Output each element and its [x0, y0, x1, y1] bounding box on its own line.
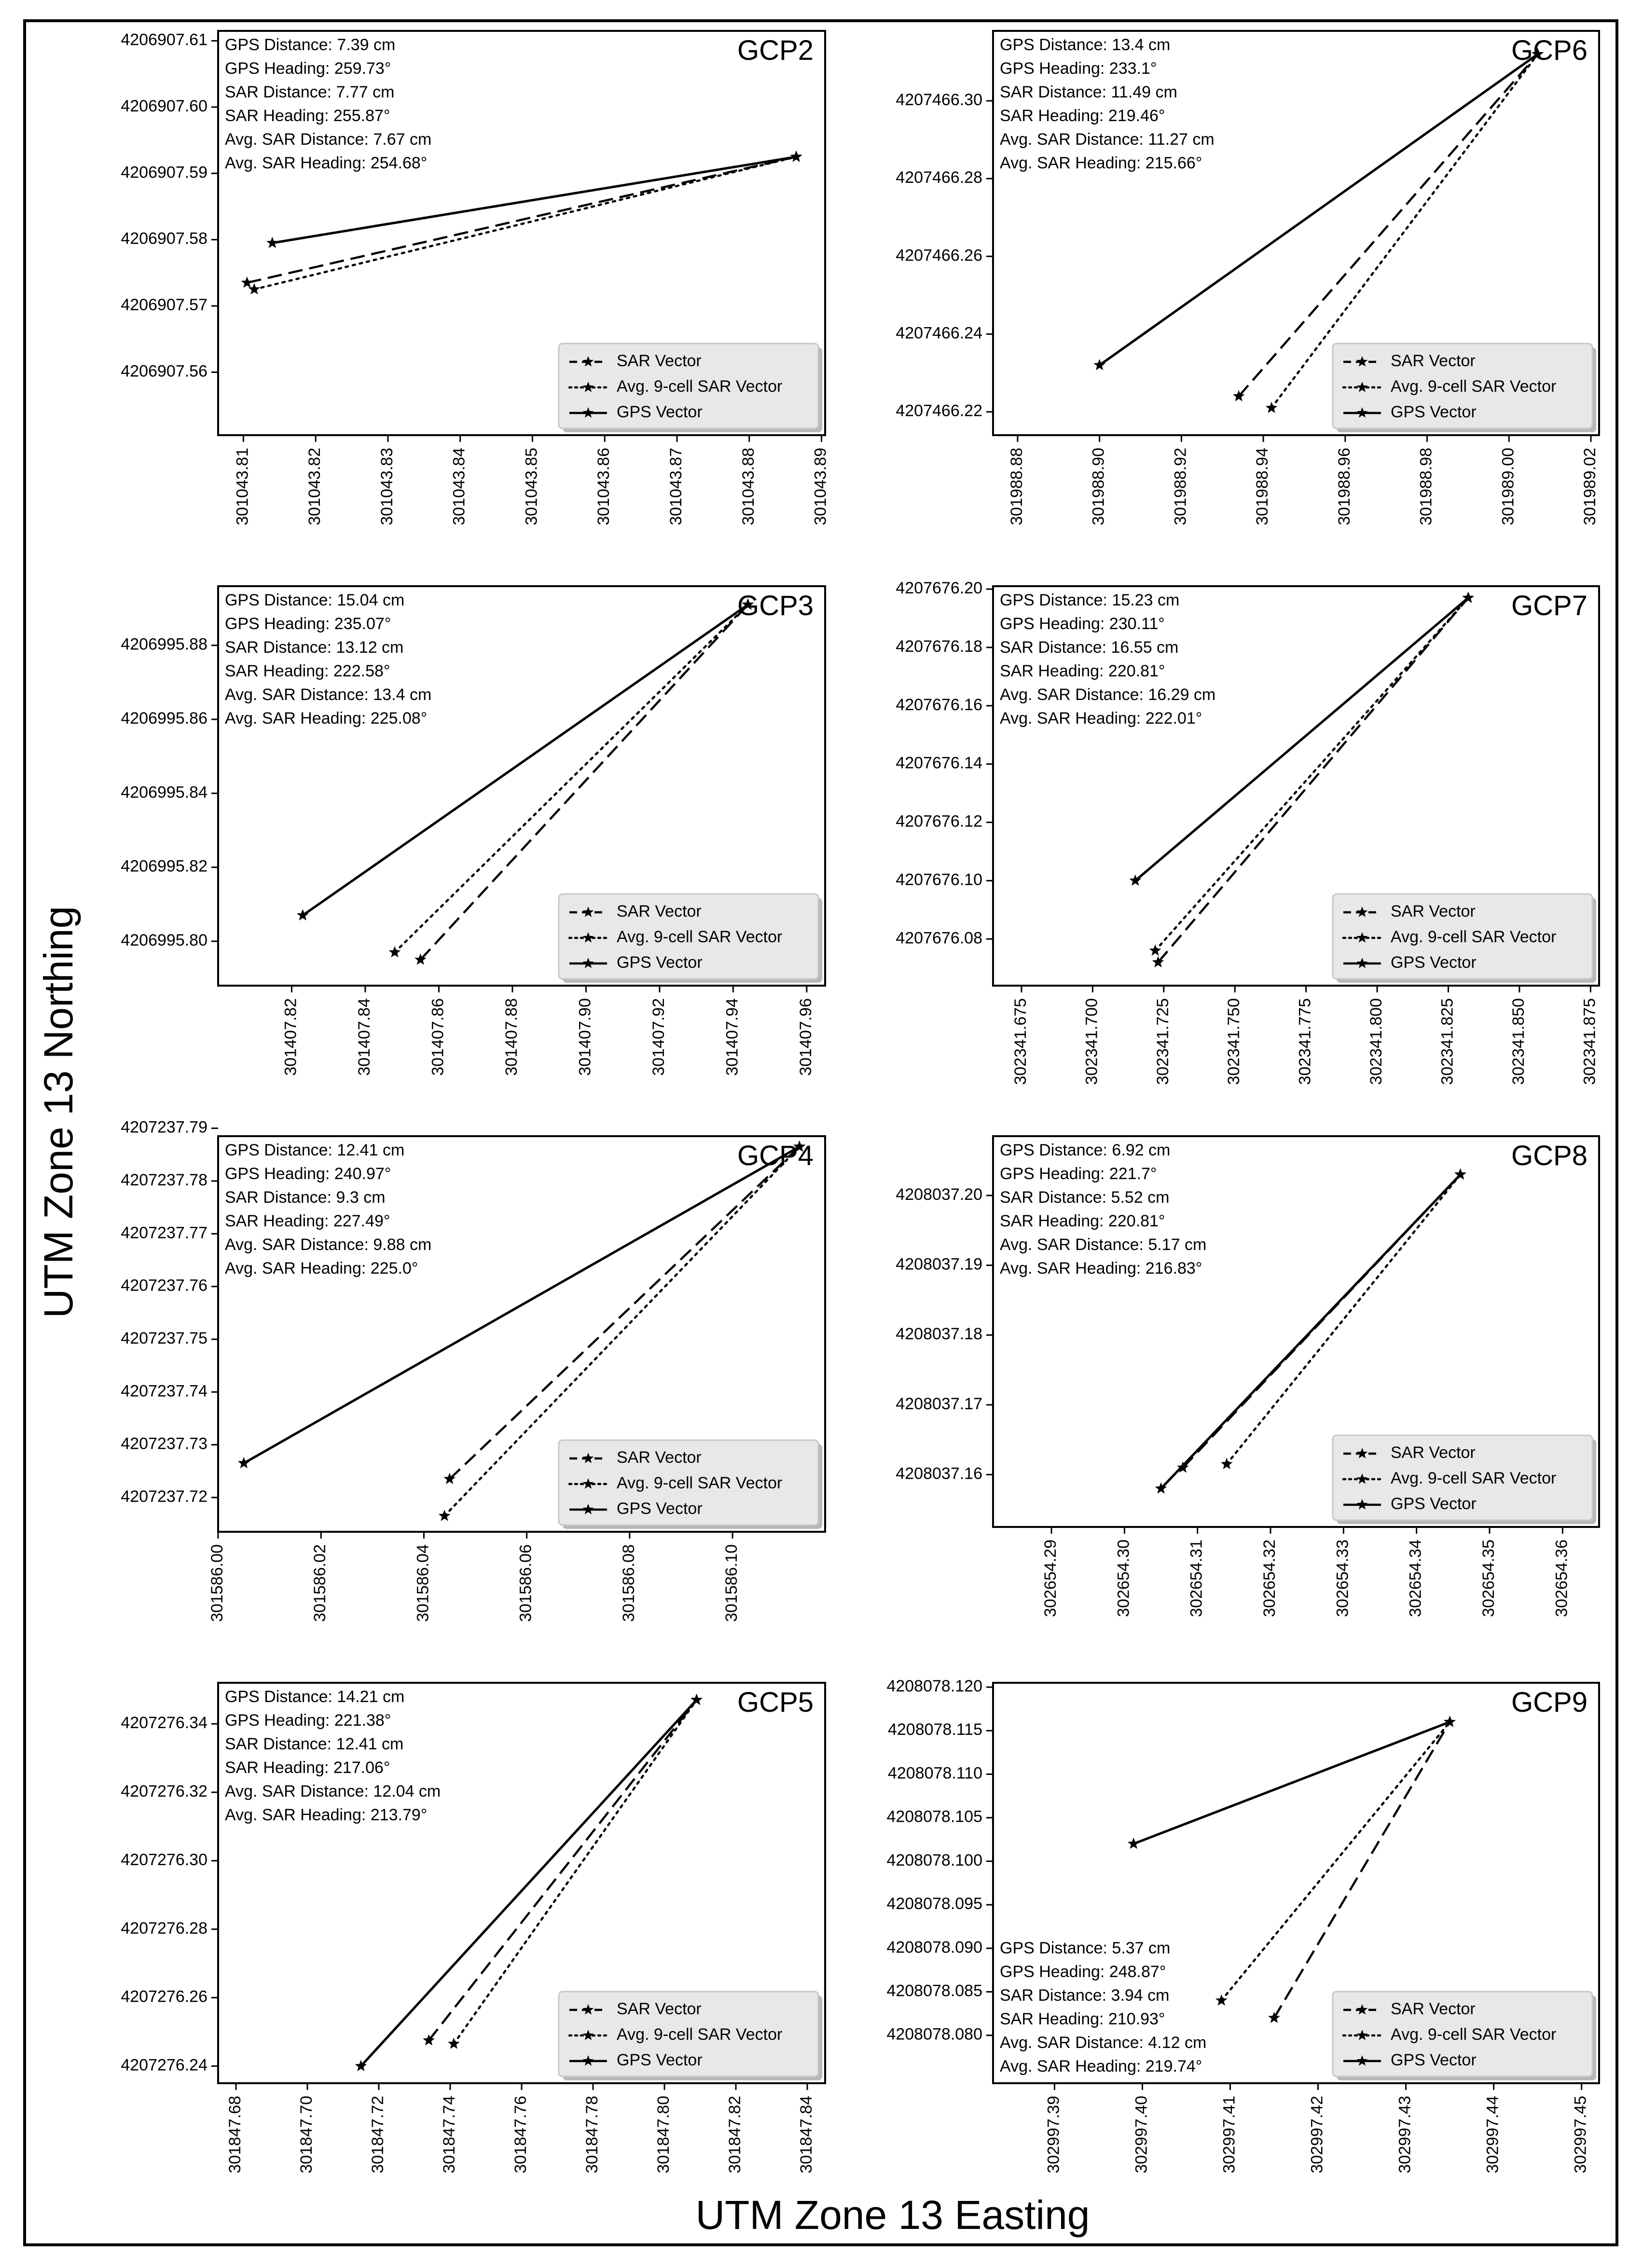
y-tick-label: 4207466.22 — [896, 401, 982, 420]
x-tick-label: 302341.825 — [1438, 998, 1457, 1085]
x-tick-label: 301586.02 — [311, 1544, 330, 1622]
annotation-text: Avg. SAR Distance: 9.88 cm — [225, 1236, 432, 1254]
annotation-text: SAR Heading: 220.81° — [1000, 1212, 1165, 1230]
y-tick-label: 4208037.20 — [896, 1185, 982, 1204]
annotation-text: Avg. SAR Distance: 12.04 cm — [225, 1782, 441, 1801]
legend-label: SAR Vector — [617, 351, 702, 370]
y-tick-label: 4206907.56 — [121, 362, 207, 381]
y-tick-label: 4207237.76 — [121, 1276, 207, 1295]
y-tick-label: 4206995.86 — [121, 709, 207, 728]
legend-label: Avg. 9-cell SAR Vector — [1391, 1469, 1557, 1487]
y-tick-label: 4206907.59 — [121, 163, 207, 182]
x-tick-label: 301847.68 — [225, 2096, 244, 2173]
y-tick-label: 4207237.79 — [121, 1118, 207, 1137]
legend-label: Avg. 9-cell SAR Vector — [617, 377, 783, 396]
legend-label: Avg. 9-cell SAR Vector — [1391, 927, 1557, 946]
legend-label: SAR Vector — [1391, 1999, 1476, 2018]
annotation-text: SAR Heading: 227.49° — [225, 1212, 390, 1230]
y-tick-label: 4208078.110 — [887, 1764, 982, 1783]
y-tick-label: 4207237.73 — [121, 1434, 207, 1453]
panel-title: GCP6 — [1511, 35, 1588, 66]
chart-panels — [121, 31, 1599, 2173]
y-tick-label: 4207676.14 — [896, 754, 982, 772]
x-tick-label: 302997.42 — [1308, 2096, 1326, 2173]
annotation-text: Avg. SAR Distance: 11.27 cm — [1000, 130, 1215, 149]
x-tick-label: 302341.875 — [1580, 998, 1599, 1085]
x-tick-label: 301043.81 — [233, 448, 252, 525]
y-tick-label: 4208078.115 — [887, 1720, 982, 1739]
x-tick-label: 301586.00 — [207, 1544, 226, 1622]
panel-title: GCP4 — [737, 1140, 814, 1171]
annotation-text: GPS Heading: 248.87° — [1000, 1963, 1166, 1981]
legend-label: GPS Vector — [617, 2050, 703, 2069]
y-tick-label: 4206995.80 — [121, 931, 207, 949]
x-tick-label: 302654.32 — [1260, 1539, 1279, 1617]
x-tick-label: 301407.88 — [502, 998, 521, 1076]
annotation-text: GPS Distance: 7.39 cm — [225, 36, 396, 54]
annotation-text: SAR Heading: 217.06° — [225, 1759, 390, 1777]
legend-label: GPS Vector — [617, 1499, 703, 1518]
annotation-text: Avg. SAR Heading: 225.08° — [225, 709, 428, 728]
x-tick-label: 301847.80 — [654, 2096, 673, 2173]
x-tick-label: 301847.70 — [297, 2096, 316, 2173]
y-tick-label: 4208078.085 — [886, 1981, 982, 2000]
legend-label: Avg. 9-cell SAR Vector — [617, 927, 783, 946]
x-tick-label: 302654.34 — [1406, 1539, 1425, 1617]
x-tick-label: 301043.84 — [450, 448, 469, 525]
x-tick-label: 301043.87 — [666, 448, 685, 525]
panel-title: GCP8 — [1511, 1140, 1588, 1171]
y-axis-title: UTM Zone 13 Northing — [36, 906, 81, 1319]
legend-label: SAR Vector — [1391, 351, 1476, 370]
y-tick-label: 4206995.84 — [121, 783, 207, 802]
y-tick-label: 4207237.77 — [121, 1223, 207, 1242]
x-tick-label: 301407.82 — [281, 998, 300, 1076]
y-tick-label: 4207676.08 — [896, 929, 982, 948]
x-tick-label: 301586.04 — [414, 1544, 432, 1622]
y-tick-label: 4207276.30 — [121, 1850, 207, 1869]
annotation-text: GPS Heading: 221.7° — [1000, 1165, 1157, 1183]
legend-label: GPS Vector — [617, 953, 703, 972]
y-tick-label: 4208078.120 — [886, 1677, 982, 1696]
x-tick-label: 301988.96 — [1335, 448, 1353, 525]
annotation-text: Avg. SAR Distance: 4.12 cm — [1000, 2034, 1207, 2052]
y-tick-label: 4207276.26 — [121, 1987, 207, 2006]
chart-panel-gcp4 — [121, 1118, 825, 1622]
annotation-text: SAR Distance: 12.41 cm — [225, 1735, 404, 1753]
chart-panel-gcp5 — [121, 1683, 825, 2173]
panel-title: GCP9 — [1511, 1687, 1588, 1718]
annotation-text: GPS Heading: 235.07° — [225, 615, 391, 633]
legend-label: Avg. 9-cell SAR Vector — [617, 1473, 783, 1492]
x-tick-label: 302997.45 — [1571, 2096, 1590, 2173]
x-tick-label: 302997.40 — [1132, 2096, 1151, 2173]
legend-label: SAR Vector — [1391, 902, 1476, 921]
x-tick-label: 302654.35 — [1479, 1539, 1498, 1617]
x-tick-label: 301586.10 — [722, 1544, 741, 1622]
x-tick-label: 302654.33 — [1333, 1539, 1352, 1617]
legend-label: Avg. 9-cell SAR Vector — [1391, 377, 1557, 396]
annotation-text: GPS Heading: 233.1° — [1000, 59, 1157, 78]
y-tick-label: 4207276.28 — [121, 1919, 207, 1938]
x-tick-label: 301043.88 — [739, 448, 758, 525]
y-tick-label: 4208037.18 — [896, 1325, 982, 1344]
x-tick-label: 302341.700 — [1082, 998, 1101, 1085]
x-tick-label: 301043.82 — [305, 448, 324, 525]
annotation-text: SAR Distance: 16.55 cm — [1000, 638, 1179, 657]
chart-panel-gcp6 — [896, 31, 1599, 525]
y-tick-label: 4208078.090 — [886, 1938, 982, 1957]
legend-label: Avg. 9-cell SAR Vector — [617, 2025, 783, 2044]
annotation-text: SAR Heading: 222.58° — [225, 662, 390, 680]
panel-title: GCP3 — [737, 590, 814, 621]
annotation-text: SAR Distance: 13.12 cm — [225, 638, 404, 657]
annotation-text: SAR Distance: 3.94 cm — [1000, 1986, 1170, 2005]
y-tick-label: 4206995.88 — [121, 635, 207, 654]
legend-label: GPS Vector — [1391, 953, 1477, 972]
y-tick-label: 4207676.16 — [896, 695, 982, 714]
annotation-text: Avg. SAR Heading: 254.68° — [225, 154, 428, 172]
y-tick-label: 4206907.58 — [121, 229, 207, 248]
x-tick-label: 301988.88 — [1007, 448, 1026, 525]
legend-label: SAR Vector — [617, 902, 702, 921]
annotation-text: GPS Distance: 15.23 cm — [1000, 591, 1180, 609]
x-tick-label: 301989.02 — [1580, 448, 1599, 525]
annotation-text: Avg. SAR Heading: 225.0° — [225, 1259, 418, 1278]
legend-label: SAR Vector — [617, 1448, 702, 1467]
x-tick-label: 301407.86 — [428, 998, 447, 1076]
legend-label: GPS Vector — [1391, 402, 1477, 421]
annotation-text: SAR Heading: 219.46° — [1000, 107, 1165, 125]
y-tick-label: 4207276.34 — [121, 1714, 207, 1732]
x-axis-title: UTM Zone 13 Easting — [695, 2192, 1090, 2238]
x-tick-label: 302997.43 — [1395, 2096, 1414, 2173]
x-tick-label: 301988.92 — [1171, 448, 1190, 525]
annotation-text: Avg. SAR Heading: 216.83° — [1000, 1259, 1202, 1278]
y-tick-label: 4207237.75 — [121, 1329, 207, 1347]
y-tick-label: 4208078.080 — [886, 2025, 982, 2044]
x-tick-label: 302341.800 — [1367, 998, 1386, 1085]
annotation-text: GPS Distance: 5.37 cm — [1000, 1939, 1171, 1957]
x-tick-label: 302341.775 — [1296, 998, 1314, 1085]
annotation-text: Avg. SAR Heading: 213.79° — [225, 1806, 428, 1824]
panel-title: GCP5 — [737, 1687, 814, 1718]
annotation-text: SAR Distance: 9.3 cm — [225, 1188, 386, 1207]
panel-title: GCP7 — [1511, 590, 1588, 621]
annotation-text: GPS Heading: 240.97° — [225, 1165, 391, 1183]
legend-label: GPS Vector — [1391, 1494, 1477, 1513]
x-tick-label: 301847.78 — [582, 2096, 601, 2173]
annotation-text: SAR Heading: 255.87° — [225, 107, 390, 125]
y-tick-label: 4206907.61 — [121, 30, 207, 49]
annotation-text: SAR Distance: 11.49 cm — [1000, 83, 1177, 101]
chart-panel-gcp2 — [121, 31, 829, 525]
x-tick-label: 301847.84 — [797, 2096, 815, 2173]
annotation-text: Avg. SAR Heading: 215.66° — [1000, 154, 1202, 172]
x-tick-label: 301043.86 — [594, 448, 613, 525]
x-tick-label: 301988.98 — [1417, 448, 1436, 525]
x-tick-label: 302341.725 — [1153, 998, 1172, 1085]
annotation-text: GPS Distance: 15.04 cm — [225, 591, 405, 609]
y-tick-label: 4207466.30 — [896, 91, 982, 110]
y-tick-label: 4208078.105 — [886, 1807, 982, 1826]
x-tick-label: 301043.85 — [522, 448, 541, 525]
x-tick-label: 302997.39 — [1044, 2096, 1063, 2173]
y-tick-label: 4207466.26 — [896, 246, 982, 265]
annotation-text: SAR Distance: 5.52 cm — [1000, 1188, 1170, 1207]
legend-label: GPS Vector — [1391, 2050, 1477, 2069]
y-tick-label: 4207276.32 — [121, 1782, 207, 1801]
x-tick-label: 301586.06 — [516, 1544, 535, 1622]
chart-panel-gcp8 — [896, 1136, 1599, 1617]
x-tick-label: 301043.89 — [811, 448, 830, 525]
annotation-text: Avg. SAR Heading: 222.01° — [1000, 709, 1202, 728]
y-tick-label: 4208037.17 — [896, 1394, 982, 1413]
annotation-text: SAR Distance: 7.77 cm — [225, 83, 395, 101]
x-tick-label: 302341.675 — [1011, 998, 1030, 1085]
x-tick-label: 302341.850 — [1509, 998, 1528, 1085]
panel-title: GCP2 — [737, 35, 814, 66]
y-tick-label: 4208078.095 — [886, 1895, 982, 1913]
y-tick-label: 4206907.60 — [121, 96, 207, 115]
chart-panel-gcp3 — [121, 586, 825, 1076]
x-tick-label: 301043.83 — [377, 448, 396, 525]
chart-panel-gcp9 — [886, 1677, 1599, 2173]
annotation-text: GPS Heading: 230.11° — [1000, 615, 1165, 633]
y-tick-label: 4208078.100 — [886, 1851, 982, 1869]
x-tick-label: 301407.90 — [576, 998, 594, 1076]
y-tick-label: 4207676.20 — [896, 579, 982, 598]
annotation-text: Avg. SAR Distance: 7.67 cm — [225, 130, 432, 149]
annotation-text: Avg. SAR Distance: 16.29 cm — [1000, 686, 1216, 704]
x-tick-label: 302997.41 — [1220, 2096, 1239, 2173]
y-tick-label: 4206907.57 — [121, 296, 207, 315]
x-tick-label: 302997.44 — [1483, 2096, 1502, 2173]
x-tick-label: 302654.36 — [1552, 1539, 1571, 1617]
x-tick-label: 301847.74 — [440, 2096, 458, 2173]
x-tick-label: 301989.00 — [1499, 448, 1518, 525]
x-tick-label: 302654.30 — [1114, 1539, 1133, 1617]
x-tick-label: 302654.31 — [1187, 1539, 1206, 1617]
x-tick-label: 301847.72 — [368, 2096, 387, 2173]
annotation-text: GPS Distance: 6.92 cm — [1000, 1141, 1171, 1159]
x-tick-label: 301988.90 — [1089, 448, 1108, 525]
y-tick-label: 4207676.12 — [896, 812, 982, 831]
annotation-text: SAR Heading: 220.81° — [1000, 662, 1165, 680]
y-tick-label: 4207466.28 — [896, 168, 982, 187]
y-tick-label: 4207676.10 — [896, 870, 982, 889]
y-tick-label: 4207276.24 — [121, 2056, 207, 2075]
annotation-text: Avg. SAR Distance: 5.17 cm — [1000, 1236, 1207, 1254]
annotation-text: GPS Distance: 13.4 cm — [1000, 36, 1171, 54]
x-tick-label: 302654.29 — [1041, 1539, 1060, 1617]
legend-label: SAR Vector — [1391, 1443, 1476, 1462]
annotation-text: Avg. SAR Distance: 13.4 cm — [225, 686, 432, 704]
x-tick-label: 301586.08 — [619, 1544, 638, 1622]
legend-label: Avg. 9-cell SAR Vector — [1391, 2025, 1557, 2044]
annotation-text: SAR Heading: 210.93° — [1000, 2010, 1165, 2028]
x-tick-label: 301847.76 — [511, 2096, 530, 2173]
annotation-text: Avg. SAR Heading: 219.74° — [1000, 2057, 1202, 2076]
x-tick-label: 301847.82 — [725, 2096, 744, 2173]
chart-panel-gcp7 — [896, 579, 1599, 1085]
y-tick-label: 4207237.78 — [121, 1170, 207, 1189]
x-tick-label: 301988.94 — [1253, 448, 1272, 525]
y-tick-label: 4208037.16 — [896, 1464, 982, 1483]
x-tick-label: 302341.750 — [1225, 998, 1243, 1085]
y-tick-label: 4207237.72 — [121, 1487, 207, 1506]
x-tick-label: 301407.96 — [796, 998, 815, 1076]
y-tick-label: 4207466.24 — [896, 324, 982, 343]
y-tick-label: 4207237.74 — [121, 1382, 207, 1401]
y-tick-label: 4207676.18 — [896, 637, 982, 656]
x-tick-label: 301407.94 — [723, 998, 742, 1076]
x-tick-label: 301407.92 — [649, 998, 668, 1076]
y-tick-label: 4208037.19 — [896, 1255, 982, 1274]
annotation-text: GPS Distance: 12.41 cm — [225, 1141, 405, 1159]
annotation-text: GPS Distance: 14.21 cm — [225, 1688, 405, 1706]
annotation-text: GPS Heading: 221.38° — [225, 1711, 391, 1730]
legend-label: SAR Vector — [617, 1999, 702, 2018]
x-tick-label: 301407.84 — [355, 998, 373, 1076]
y-tick-label: 4206995.82 — [121, 857, 207, 876]
legend-label: GPS Vector — [617, 402, 703, 421]
annotation-text: GPS Heading: 259.73° — [225, 59, 391, 78]
